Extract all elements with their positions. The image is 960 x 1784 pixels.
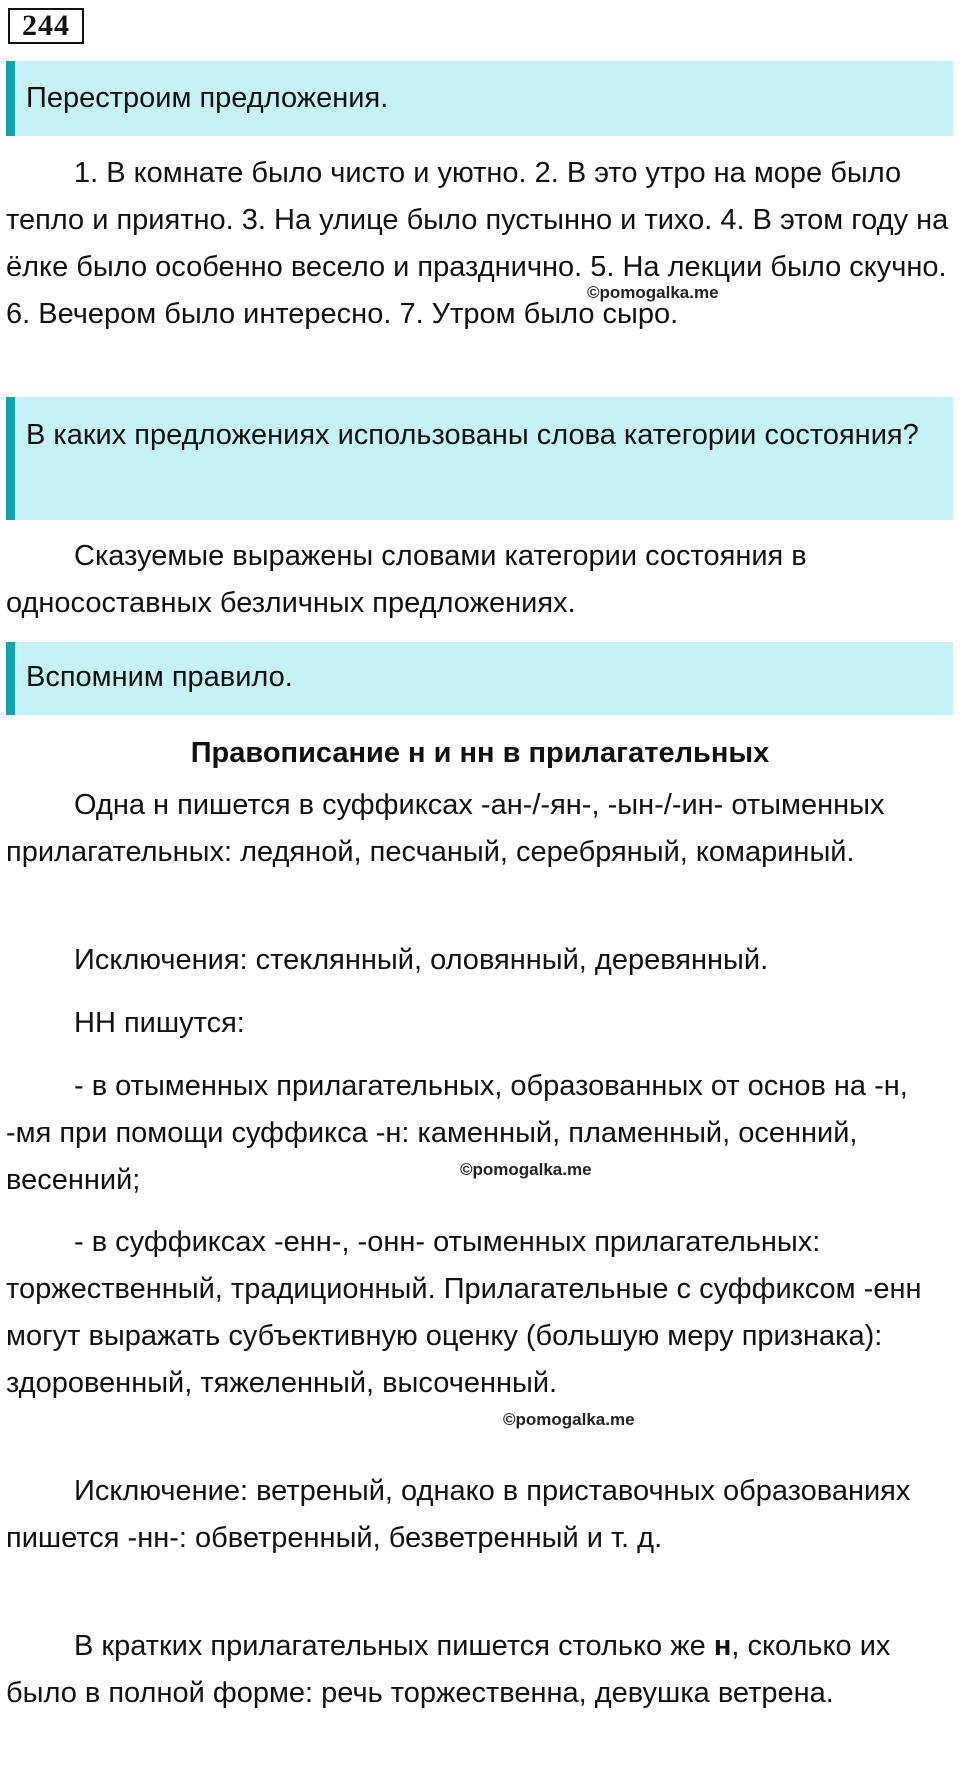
rule-header [6,642,953,715]
rule-paragraph-2: Исключения: стеклянный, оловянный, деревянный. [74,944,769,976]
rule-paragraph-5: - в суффиксах -енн-, -онн- отыменных прилагательных: торжественный, традиционный. Прилагательные с суффиксом -енн могут выражать субъективную оценку (большую меру признака): здоровенный, тяжеленный, высоченный. [6,1226,922,1399]
rule-title: Правописание н и нн в прилагательных [190,737,770,769]
rule-paragraph-7 [6,1623,950,1717]
rule-paragraph-4: - в отыменных прилагательных, образованных от основ на -н, -мя при помощи суффикса -н: каменный, пламенный, осенний, весенний; [6,1070,908,1196]
sentences-paragraph: 1. В комнате было чисто и уютно. 2. В это утро на море было тепло и приятно. 3. На улице было пустынно и тихо. 4. В этом году на ёлке было особенно весело и празднично. 5. На лекции было скучно. 6. Вечером было интересно. 7. Утром было сыро. [6,157,949,330]
rule-paragraph-1: Одна н пишется в суффиксах -ан-/-ян-, -ын-/-ин- отыменных прилагательных: ледяной, песчаный, серебряный, комариный. [6,789,885,868]
watermark: ©pomogalka.me [587,283,719,302]
rule-paragraph-3: НН пишутся: [74,1007,245,1039]
question-header [6,397,953,520]
answer-paragraph: Сказуемые выражены словами категории состояния в односоставных безличных предложениях. [6,540,807,619]
rule-paragraph-6: Исключение: ветреный, однако в приставочных образованиях пишется -нн-: обветренный, безветренный и т. д. [6,1475,911,1554]
question-header-text: В каких предложениях использованы слова категории состояния? [26,419,919,451]
rebuild-header-text: Перестроим предложения. [26,82,389,114]
rule-header-text: Вспомним правило. [26,661,293,693]
rule-p7-end: , сколько их было в полной форме: речь торжественна, девушка ветрена. [6,1630,891,1709]
rule-p7-bold-letter: н [713,1630,732,1662]
rebuild-header [6,61,953,136]
watermark: ©pomogalka.me [503,1410,635,1429]
rule-p7-start: В кратких прилагательных пишется столько же [74,1630,714,1662]
task-number: 244 [8,8,84,44]
watermark: ©pomogalka.me [460,1160,592,1179]
